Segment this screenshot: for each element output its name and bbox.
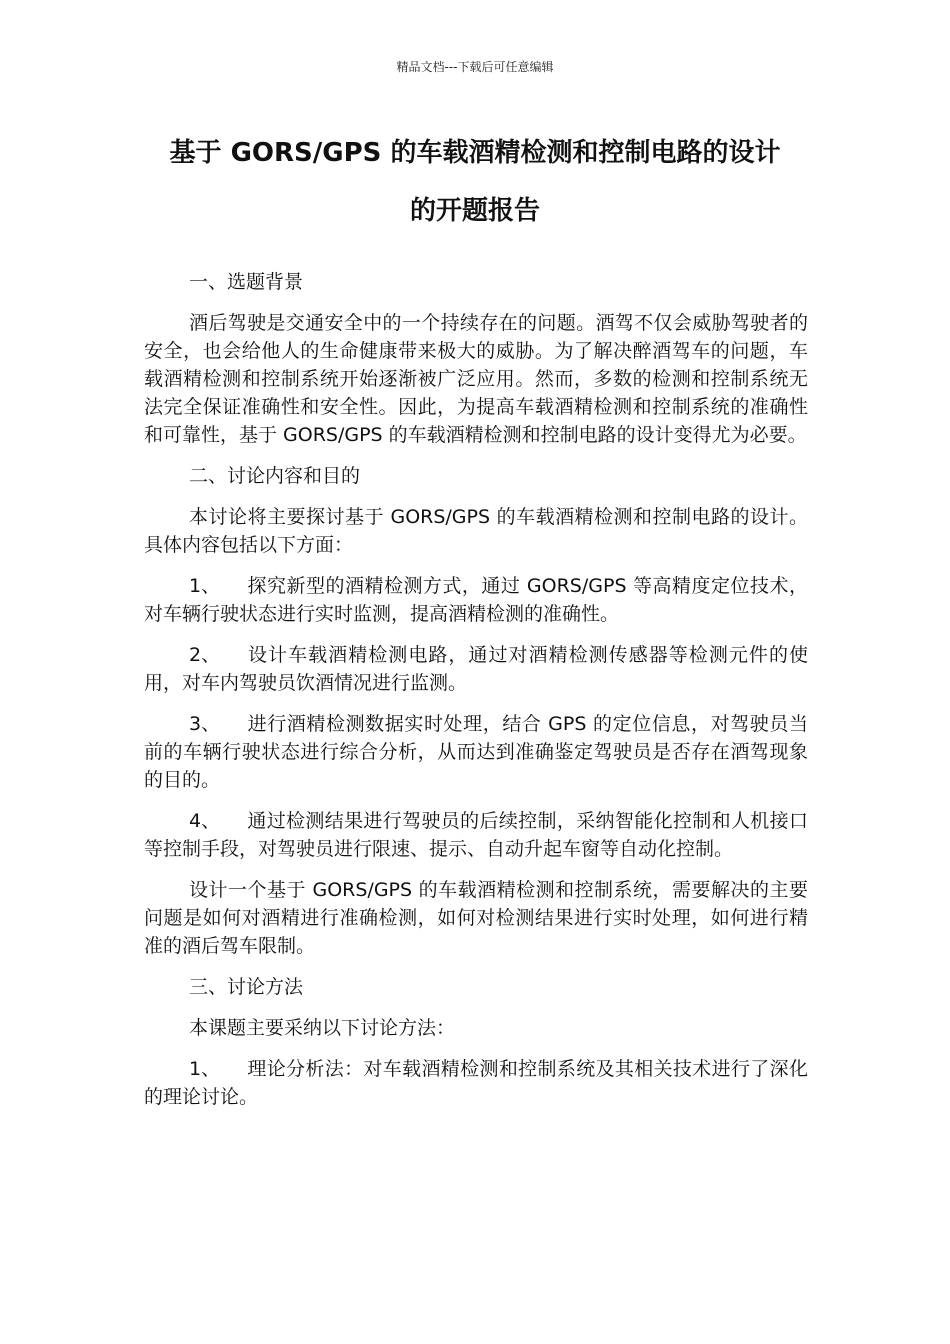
list-item-number: 3、: [189, 713, 221, 735]
list-item-text: 进行酒精检测数据实时处理，结合 GPS 的定位信息，对驾驶员当前的车辆行驶状态进行综合分析，从而达到准确鉴定驾驶员是否存在酒驾现象的目的。: [144, 713, 808, 791]
list-item-text: 探究新型的酒精检测方式，通过 GORS/GPS 等高精度定位技术，对车辆行驶状态进行实时监测，提高酒精检测的准确性。: [144, 575, 808, 625]
section-heading-methods: 三、讨论方法: [189, 976, 304, 998]
list-item-text: 通过检测结果进行驾驶员的后续控制，采纳智能化控制和人机接口等控制手段，对驾驶员进行限速、提示、自动升起车窗等自动化控制。: [144, 810, 808, 860]
list-item-number: 1、: [189, 575, 221, 597]
header-note: 精品文档---下载后可任意编辑: [396, 60, 554, 74]
section-heading-content: 二、讨论内容和目的: [189, 465, 361, 487]
list-item: [144, 572, 808, 628]
content-intro-paragraph: 本讨论将主要探讨基于 GORS/GPS 的车载酒精检测和控制电路的设计。具体内容包括以下方面：: [144, 506, 808, 556]
list-item-number: 2、: [189, 644, 221, 666]
list-item: [144, 1055, 808, 1111]
list-item: [144, 641, 808, 697]
list-item-number: 1、: [189, 1058, 221, 1080]
list-item-number: 4、: [189, 810, 221, 832]
methods-intro-paragraph: 本课题主要采纳以下讨论方法：: [189, 1017, 456, 1039]
list-item-text: 理论分析法：对车载酒精检测和控制系统及其相关技术进行了深化的理论讨论。: [144, 1058, 808, 1108]
document-body: [144, 268, 808, 1124]
list-item: [144, 807, 808, 863]
content-summary-paragraph: 设计一个基于 GORS/GPS 的车载酒精检测和控制系统，需要解决的主要问题是如何对酒精进行准确检测，如何对检测结果进行实时处理，如何进行精准的酒后驾车限制。: [144, 879, 808, 957]
list-item-text: 设计车载酒精检测电路，通过对酒精检测传感器等检测元件的使用，对车内驾驶员饮酒情况进行监测。: [144, 644, 808, 694]
background-paragraph: 酒后驾驶是交通安全中的一个持续存在的问题。酒驾不仅会威胁驾驶者的安全，也会给他人的生命健康带来极大的威胁。为了解决醉酒驾车的问题，车载酒精检测和控制系统开始逐渐被广泛应用。然而，多数的检测和控制系统无法完全保证准确性和安全性。因此，为提高车载酒精检测和控制系统的准确性和可靠性，基于 GORS/GPS 的车载酒精检测和控制电路的设计变得尤为必要。: [144, 312, 808, 446]
section-heading-background: 一、选题背景: [189, 271, 304, 293]
document-title-line-2: 的开题报告: [409, 196, 540, 226]
document-title-line-1: 基于 GORS/GPS 的车载酒精检测和控制电路的设计: [169, 138, 781, 168]
list-item: [144, 710, 808, 794]
